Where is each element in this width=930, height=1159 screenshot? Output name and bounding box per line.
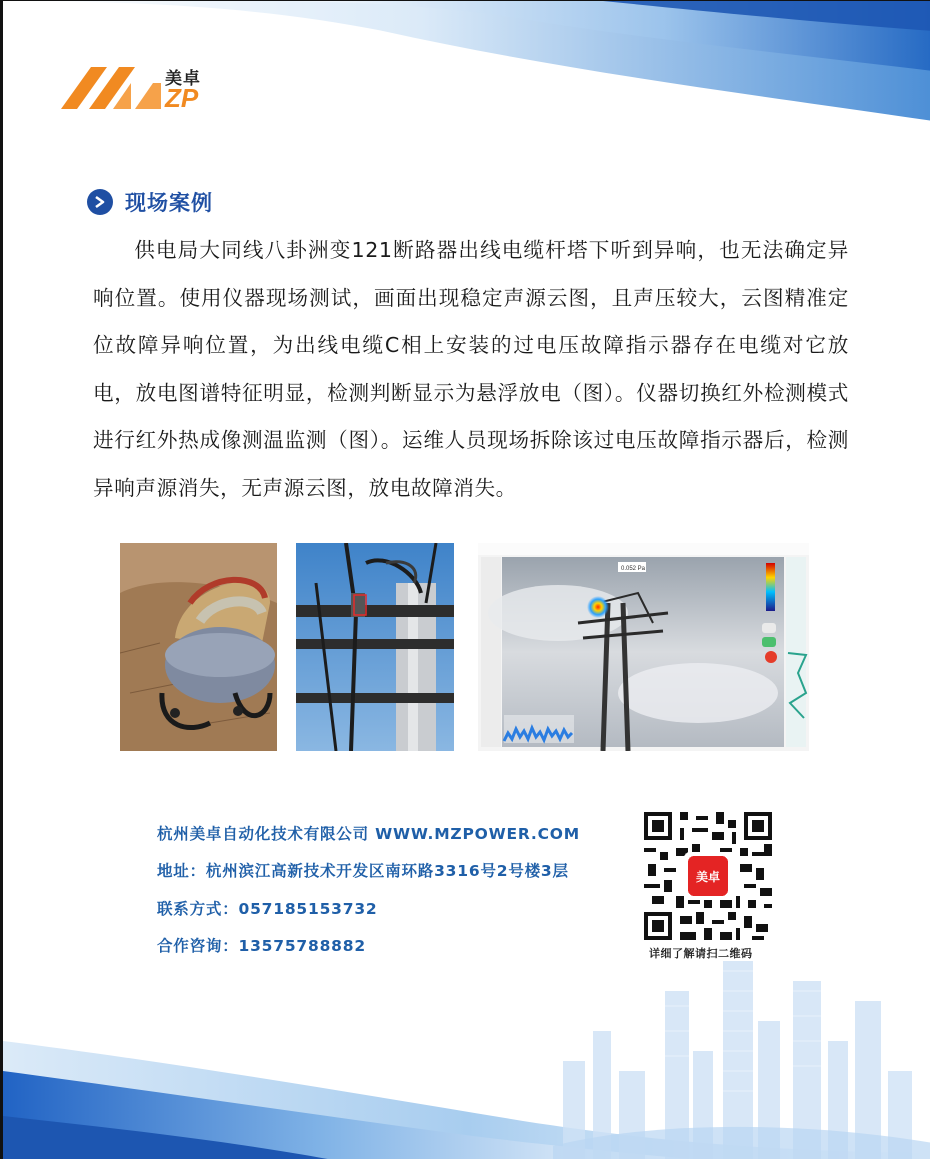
chevron-right-icon bbox=[87, 189, 113, 215]
company-name-website: 杭州美卓自动化技术有限公司 WWW.MZPOWER.COM bbox=[157, 825, 580, 843]
qr-code[interactable] bbox=[644, 812, 772, 940]
qr-center-label: 美卓 bbox=[695, 870, 720, 884]
sound-pressure-reading: 0.052 Pa bbox=[621, 566, 646, 572]
logo-cn-name: 美卓 bbox=[165, 69, 201, 89]
logo-mark-text: ZP bbox=[165, 83, 199, 113]
company-consult-phone: 合作咨询：13575788882 bbox=[157, 937, 366, 955]
qr-caption: 详细了解请扫二维码 bbox=[649, 947, 753, 960]
section-heading bbox=[87, 187, 213, 217]
acoustic-imaging-screenshot bbox=[478, 543, 809, 751]
section-title: 现场案例 bbox=[125, 191, 213, 215]
city-skyline-decoration bbox=[553, 961, 930, 1159]
company-address: 地址：杭州滨江高新技术开发区南环路3316号2号楼3层 bbox=[157, 862, 569, 880]
cable-pole-infrared-photo bbox=[296, 543, 454, 751]
case-description: 供电局大同线八卦洲变121断路器出线电缆杆塔下听到异响，也无法确定异响位置。使用仪器现场测试，画面出现稳定声源云图，且声压较大，云图精准定位故障异响位置，为出线电缆C相上安装的过电压故障指示器存在电缆对它放电，放电图谱特征明显，检测判断显示为悬浮放电（图）。仪器切换红外检测模式进行红外热成像测温监测（图）。运维人员现场拆除该过电压故障指示器后，检测异响声源消失，无声源云图，放电故障消失。 bbox=[93, 238, 849, 500]
removed-fault-indicator-photo bbox=[120, 543, 277, 751]
company-phone: 联系方式：057185153732 bbox=[157, 900, 378, 918]
